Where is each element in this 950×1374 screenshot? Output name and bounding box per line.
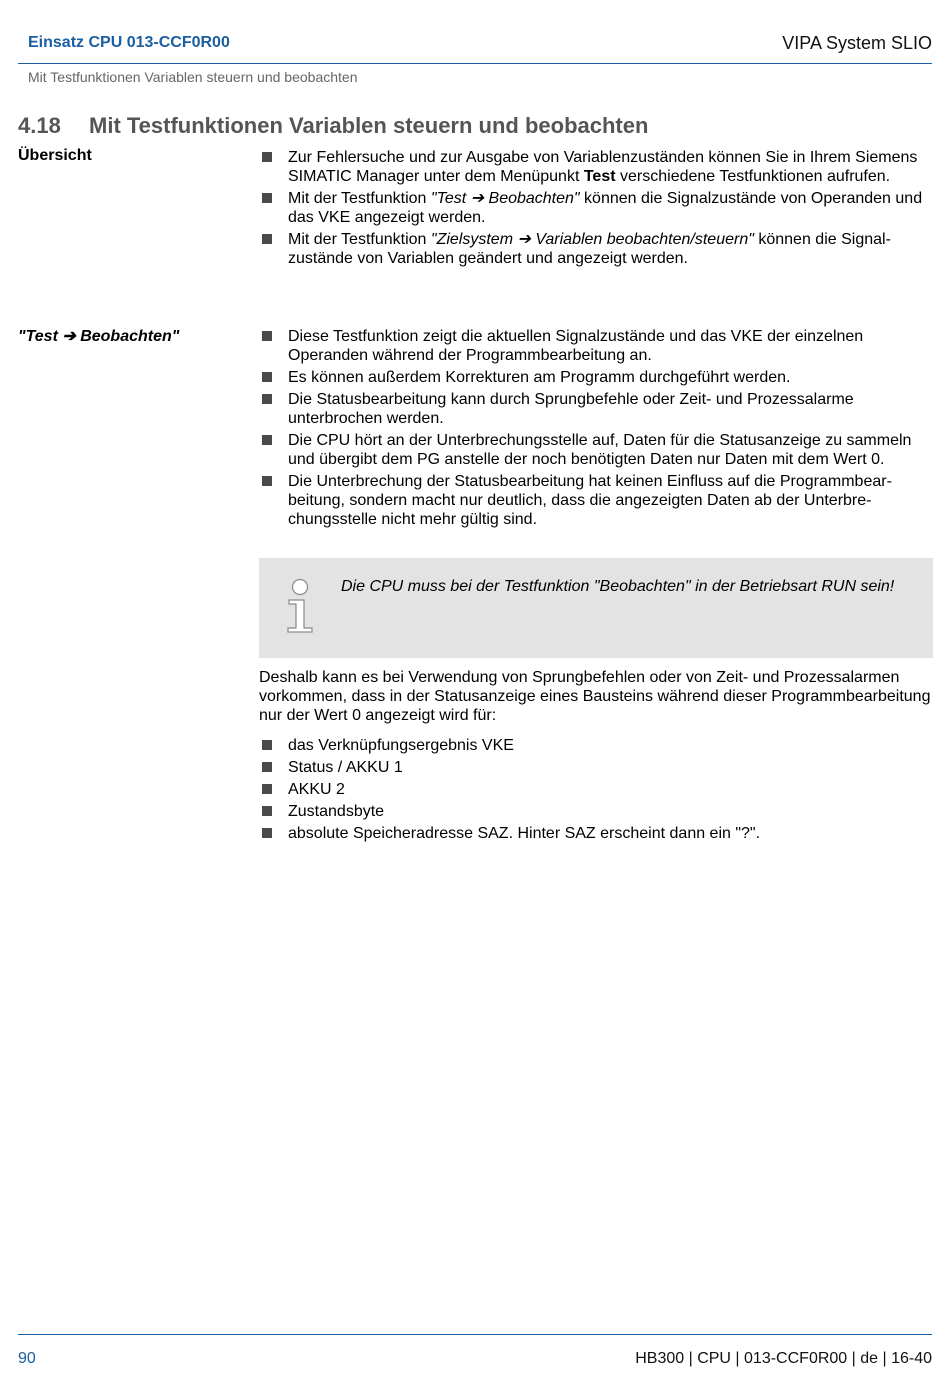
list-item: das Verknüpfungsergebnis VKE xyxy=(259,736,933,755)
list-item: Mit der Testfunktion "Zielsystem ➔ Variablen beobachten/steuern" können die Signalzustände von Variablen geändert und angezeigt werden. xyxy=(259,230,933,268)
list-item: Mit der Testfunktion "Test ➔ Beobachten" können die Signalzustände von Operanden und das VKE angezeigt werden. xyxy=(259,189,933,227)
list-item: AKKU 2 xyxy=(259,780,933,799)
header-title: Einsatz CPU 013-CCF0R00 xyxy=(28,34,230,51)
section-heading xyxy=(18,113,648,139)
info-note-box xyxy=(259,558,933,658)
list-item: Zustandsbyte xyxy=(259,802,933,821)
list-item: Die CPU hört an der Unterbrechungsstelle auf, Daten für die Statusanzeige zu sammeln und übergibt dem PG anstelle der noch benötigten Daten nur Daten mit dem Wert 0. xyxy=(259,431,933,469)
header-subtitle: Mit Testfunktionen Variablen steuern und beobachten xyxy=(28,69,358,85)
overview-label: Übersicht xyxy=(18,147,92,164)
section-title: Mit Testfunktionen Variablen steuern und beobachten xyxy=(89,113,649,138)
beobachten-list xyxy=(259,327,933,532)
values-list xyxy=(259,736,933,846)
list-item: Die Unterbrechung der Statusbearbeitung hat keinen Einfluss auf die Programmbearbeitung, sondern macht nur deutlich, dass die angezeigten Daten ab der Unterbrechungsstelle nicht mehr gültig sind. xyxy=(259,472,933,529)
list-item: absolute Speicheradresse SAZ. Hinter SAZ erscheint dann ein "?". xyxy=(259,824,933,843)
header-product: VIPA System SLIO xyxy=(782,33,932,53)
list-item: Diese Testfunktion zeigt die aktuellen Signalzustände und das VKE der einzelnen Operanden während der Programmbearbeitung an. xyxy=(259,327,933,365)
beobachten-label: "Test ➔ Beobachten" xyxy=(18,328,180,345)
overview-list xyxy=(259,148,933,271)
header-divider xyxy=(18,63,932,64)
list-item: Es können außerdem Korrekturen am Programm durchgeführt werden. xyxy=(259,368,933,387)
list-item: Zur Fehlersuche und zur Ausgabe von Variablenzuständen können Sie in Ihrem Siemens SIMATIC Manager unter dem Menüpunkt Test verschiedene Testfunktionen aufrufen. xyxy=(259,148,933,186)
body-paragraph: Deshalb kann es bei Verwendung von Sprungbefehlen oder von Zeit- und Prozessalarmen vorkommen, dass in der Statusanzeige eines Bausteins während dieser Programmbearbeitung nur der Wert 0 angezeigt wird für: xyxy=(259,669,931,724)
section-number: 4.18 xyxy=(18,113,61,138)
info-icon xyxy=(283,578,317,634)
footer-divider xyxy=(18,1334,932,1335)
list-item: Status / AKKU 1 xyxy=(259,758,933,777)
page-number: 90 xyxy=(18,1350,36,1367)
footer-doc-id: HB300 | CPU | 013-CCF0R00 | de | 16-40 xyxy=(635,1350,932,1367)
note-text: Die CPU muss bei der Testfunktion "Beobachten" in der Betriebsart RUN sein! xyxy=(341,578,895,595)
list-item: Die Statusbearbeitung kann durch Sprungbefehle oder Zeit- und Prozessalarme unterbrochen werden. xyxy=(259,390,933,428)
